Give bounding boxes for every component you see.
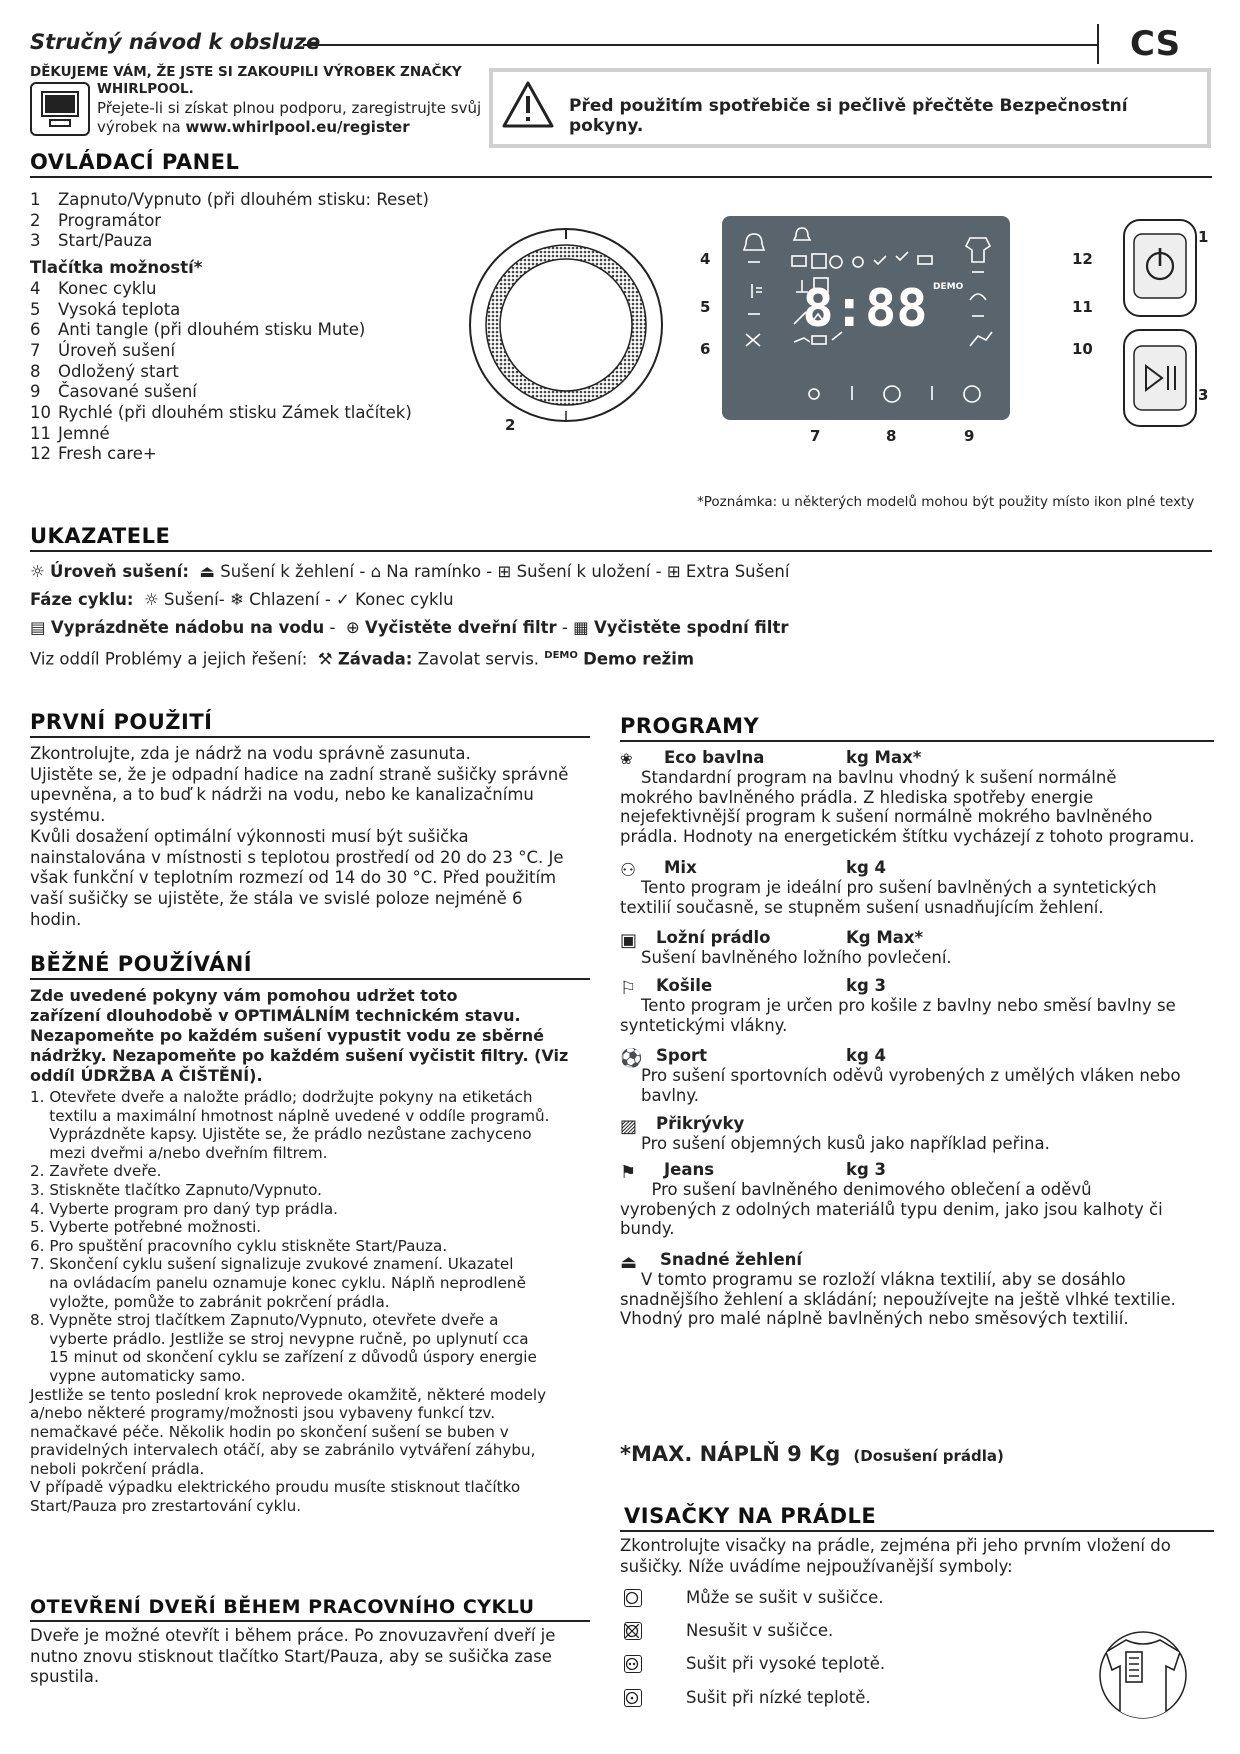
register-link[interactable]: www.whirlpool.eu/register [185, 118, 410, 136]
label-symbol-text: Nesušit v sušičce. [686, 1621, 834, 1640]
control-list [30, 190, 429, 465]
program-capacity: kg 3 [846, 976, 887, 995]
program-description: Pro sušení objemných kusů jako například peřina. [620, 1134, 1050, 1153]
indicators-title: UKAZATELE [30, 524, 171, 548]
program-name: Jeans [664, 1160, 715, 1179]
control-item: 1 Zapnuto/Vypnuto (při dlouhém stisku: Reset) [30, 190, 429, 209]
program-description: Pro sušení bavlněného denimového oblečení a oděvů vyrobených z odolných materiálů typu denim, jako jsou kalhoty či bundy. [620, 1180, 1163, 1239]
maintenance-row: ▤ Vyprázdněte nádobu na vodu - ⊕ Vyčistěte dveřní filtr - ▦ Vyčistěte spodní filtr [30, 618, 789, 637]
max-load-value: *MAX. NÁPLŇ 9 Kg [620, 1442, 841, 1466]
mix-icon: ⚇ [620, 860, 637, 881]
program-name: Přikrývky [656, 1114, 745, 1133]
program-dial[interactable] [467, 226, 665, 428]
cooling-icon: ❄ [229, 590, 250, 609]
figure-number-9: 9 [964, 427, 975, 445]
option-item: 8 Odložený start [30, 361, 179, 381]
control-panel-rule [30, 176, 1212, 178]
language-code: CS [1130, 24, 1181, 64]
program-capacity: kg Max* [846, 748, 922, 767]
safety-notice-text: Před použitím spotřebiče si pečlivě přečtěte Bezpečnostní pokyny. [569, 96, 1128, 136]
tumble-dry-icon [624, 1589, 642, 1607]
easy-iron-icon: ⏏ [620, 1252, 638, 1273]
eco-cotton-icon: ❀ [620, 750, 633, 768]
program-description: Pro sušení sportovních oděvů vyrobených z umělých vláken nebo bavlny. [620, 1066, 1181, 1105]
option-item: 5 Vysoká teplota [30, 299, 181, 319]
hanger-icon: ⌂ [370, 562, 387, 581]
first-use-title: PRVNÍ POUŽITÍ [30, 710, 213, 734]
start-pause-button[interactable] [1122, 328, 1198, 432]
max-load [620, 1442, 1004, 1466]
figure-number-4: 4 [700, 250, 711, 268]
wrench-icon: ⚒ [312, 649, 338, 669]
first-use-rule [30, 736, 590, 738]
daily-use-steps: 1. Otevřete dveře a naložte prádlo; dodržujte pokyny na etiketách textilu a maximální hmotnost náplně uvedené v oddíle programů. Vyprázdněte kapsy. Ujistěte se, že prádlo nezůstane zachyceno mezi dveřmi a/nebo dveřním filtrem. 2. Zavřete dveře. 3. Stiskněte tlačítko Zapnuto/Vypnuto. 4. Vyberte program pro daný typ prádla. 5. Vyberte potřebné možnosti. 6. Pro spuštění pracovního cyklu stiskněte Start/Pauza. 7. Skončení cyklu sušení signalizuje zvukové znamení. Ukazatel na ovládacím panelu oznamuje konec cyklu. Náplň neprodleně vyložte, pomůže to zabránit pokrčení prádla. 8. Vypněte stroj tlačítkem Zapnuto/Vypnuto, otevřete dveře a vyberte prádlo. Jestliže se stroj nevypne ručně, po uplynutí cca 15 minut od skončení cyklu se zařízení z důvodů úspory energie vypne automaticky samo. Jestliže se tento poslední krok neprovede okamžitě, některé modely a/nebo některé programy/možnosti jsou vybaveny funkcí tzv. nemačkavé péče. Několik hodin po skončení sušení se buben v pravidelných intervalech otáčí, aby se zabránilo vytváření záhybu, neboli pokrčení prádla. V případě výpadku elektrického proudu musíte stisknout tlačítko Start/Pauza pro zrestartování cyklu. [30, 1088, 550, 1516]
doc-title: Stručný návod k obsluze [30, 30, 321, 54]
labels-rule [620, 1530, 1214, 1532]
dial-number: 2 [505, 416, 516, 434]
figure-number-7: 7 [810, 427, 821, 445]
display-demo: DEMO [933, 282, 964, 292]
door-open-rule [30, 1620, 590, 1622]
program-description: Sušení bavlněného ložního povlečení. [620, 948, 952, 967]
register-text: Přejete-li si získat plnou podporu, zaregistrujte svůj výrobek na www.whirlpool.eu/register [97, 99, 482, 136]
option-item: 4 Konec cyklu [30, 278, 157, 298]
labels-title: VISAČKY NA PRÁDLE [624, 1504, 877, 1528]
program-name: Mix [664, 858, 697, 877]
programs-rule [620, 740, 1214, 742]
options-title: Tlačítka možností* [30, 258, 203, 278]
max-load-note: (Dosušení prádla) [853, 1447, 1004, 1465]
control-item: 3 Start/Pauza [30, 231, 153, 251]
program-capacity: Kg Max* [846, 928, 924, 947]
option-item: 11 Jemné [30, 423, 110, 443]
water-tank-icon: ▤ [30, 618, 51, 637]
display-digits: 8:88 [802, 279, 928, 339]
program-capacity: kg 3 [846, 1160, 887, 1179]
control-panel-title: OVLÁDACÍ PANEL [30, 150, 240, 174]
door-open-text: Dveře je možné otevřít i během práce. Po znovuzavření dveří je nutno znovu stisknout tlačítko Start/Pauza, aby se sušička zase spustila. [30, 1626, 556, 1687]
figure-number-1: 1 [1198, 228, 1209, 246]
figure-number-5: 5 [700, 298, 711, 316]
option-item: 6 Anti tangle (při dlouhém stisku Mute) [30, 320, 366, 340]
label-symbol-text: Sušit při nízké teplotě. [686, 1688, 871, 1707]
door-filter-icon: ⊕ [340, 618, 366, 637]
daily-use-title: BĚŽNÉ POUŽÍVÁNÍ [30, 952, 253, 976]
program-description: Standardní program na bavlnu vhodný k sušení normálně mokrého bavlněného prádla. Z hlediska spotřeby energie nejefektivnější program k sušení normálně mokrého bavlněného prádla. Hodnoty na energetickém štítku vycházejí z tohoto programu. [620, 768, 1195, 846]
title-rule-end [1097, 24, 1099, 64]
figure-number-10: 10 [1072, 340, 1093, 358]
program-description: Tento program je určen pro košile z bavlny nebo směsí bavlny se syntetickými vlákny. [620, 996, 1176, 1035]
indicators-rule [30, 550, 1212, 552]
tshirt-label-illustration [1088, 1630, 1198, 1724]
drying-sun-icon: ☼ [138, 590, 165, 609]
bed-linen-icon: ▣ [620, 930, 638, 951]
option-item: 9 Časované sušení [30, 382, 197, 402]
option-item: 10 Rychlé (při dlouhém stisku Zámek tlačítek) [30, 403, 412, 423]
warning-icon [501, 80, 555, 134]
duvet-icon: ▨ [620, 1116, 638, 1137]
do-not-tumble-dry-icon [624, 1622, 642, 1640]
figure-number-11: 11 [1072, 298, 1093, 316]
figure-number-8: 8 [886, 427, 897, 445]
display-panel [722, 216, 1010, 420]
cycle-phase-row: Fáze cyklu: ☼ Sušení- ❄ Chlazení - ✓ Konec cyklu [30, 590, 454, 609]
demo-tag: DEMO [544, 650, 578, 661]
program-name: Eco bavlna [664, 748, 765, 767]
figure-number-6: 6 [700, 340, 711, 358]
program-name: Snadné žehlení [660, 1250, 803, 1269]
sun-icon: ☼ [30, 562, 51, 581]
figure-number-3: 3 [1198, 386, 1209, 404]
program-capacity: kg 4 [846, 858, 887, 877]
tumble-dry-high-icon [624, 1655, 642, 1673]
sport-icon: ⚽ [620, 1048, 643, 1069]
thanks-brand: WHIRLPOOL. [97, 81, 194, 97]
program-name: Sport [656, 1046, 708, 1065]
door-open-title: OTEVŘENÍ DVEŘÍ BĚHEM PRACOVNÍHO CYKLU [30, 1596, 535, 1618]
option-item: 12 Fresh care+ [30, 444, 157, 464]
iron-icon: ⏏ [194, 562, 221, 581]
program-name: Košile [656, 976, 713, 995]
cupboard-icon: ⊞ [497, 562, 517, 581]
labels-intro: Zkontrolujte visačky na prádle, zejména při jeho prvním vložení do sušičky. Níže uvádíme nejpoužívanější symboly: [620, 1536, 1171, 1576]
model-note: *Poznámka: u některých modelů mohou být použity místo ikon plné texty [697, 494, 1195, 510]
program-name: Ložní prádlo [656, 928, 771, 947]
program-capacity: kg 4 [846, 1046, 887, 1065]
program-description: V tomto programu se rozloží vlákna textilií, aby se dosáhlo snadnějšího žehlení a skládání; nepoužívejte na ještě vlhké textilie. Vhodný pro malé náplně bavlněných nebo směsových textilií. [620, 1270, 1176, 1329]
bottom-filter-icon: ▦ [573, 618, 594, 637]
fault-row: Viz oddíl Problémy a jejich řešení: ⚒ Závada: Zavolat servis. $^{DEMO}$ Demo režim [30, 649, 695, 669]
cupboard-plus-icon: ⊞ [666, 562, 686, 581]
computer-icon [30, 82, 90, 140]
daily-use-rule [30, 978, 590, 980]
power-button[interactable] [1122, 218, 1198, 322]
display-icons [722, 216, 1010, 420]
first-use-text: Zkontrolujte, zda je nádrž na vodu správně zasunuta. Ujistěte se, že je odpadní hadice na zadní straně sušičky správně upevněna, a to buď k nádrži na vodu, nebo ke kanalizačnímu systému. Kvůli dosažení optimální výkonnosti musí být sušička nainstalována v místnosti s teplotou prostředí od 20 do 23 °C. Je však funkční v teplotním rozmezí od 14 do 30 °C. Před použitím vaší sušičky se ujistěte, že stála ve svislé poloze nejméně 6 hodin. [30, 744, 569, 929]
label-symbol-text: Může se sušit v sušičce. [686, 1588, 884, 1607]
drying-level-row: ☼ Úroveň sušení: ⏏ Sušení k žehlení - ⌂ Na ramínko - ⊞ Sušení k uložení - ⊞ Extra Sušení [30, 562, 790, 581]
title-rule [303, 44, 1098, 46]
thanks-text: DĚKUJEME VÁM, ŽE JSTE SI ZAKOUPILI VÝROBEK ZNAČKY [30, 64, 462, 80]
program-description: Tento program je ideální pro sušení bavlněných a syntetických textilií současně, se stupněm sušení usnadňujícím žehlení. [620, 878, 1157, 917]
programs-title: PROGRAMY [620, 714, 760, 738]
figure-number-12: 12 [1072, 250, 1093, 268]
jeans-icon: ⚑ [620, 1162, 637, 1183]
shirt-icon: ⚐ [620, 978, 637, 999]
label-symbol-text: Sušit při vysoké teplotě. [686, 1654, 886, 1673]
daily-use-warning: Zde uvedené pokyny vám pomohou udržet toto zařízení dlouhodobě v OPTIMÁLNÍM technickém stavu. Nezapomeňte po každém sušení vypustit vodu ze sběrné nádržky. Nezapomeňte po každém sušení vyčistit filtry. (Viz oddíl ÚDRŽBA A ČIŠTĚNÍ). [30, 986, 569, 1085]
end-cycle-icon: ✓ [336, 590, 356, 609]
tumble-dry-low-icon [624, 1689, 642, 1707]
safety-notice-box [489, 68, 1211, 148]
option-item: 7 Úroveň sušení [30, 340, 176, 360]
control-item: 2 Programátor [30, 210, 162, 230]
